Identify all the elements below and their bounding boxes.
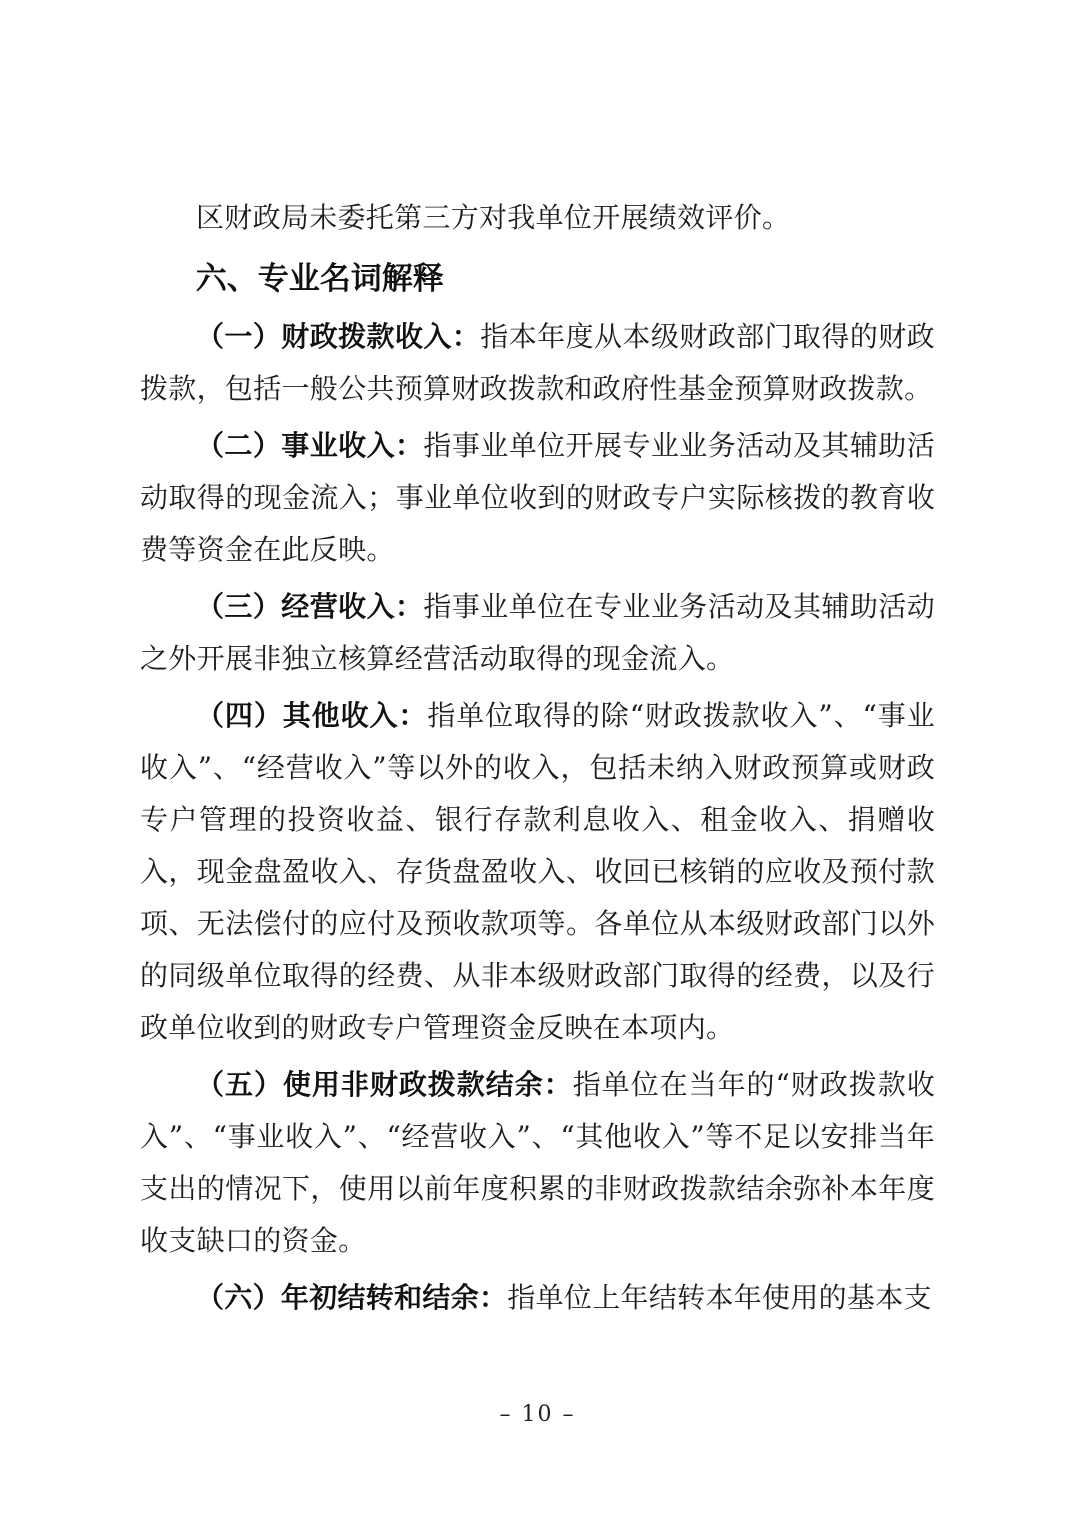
term-label-5: （五）使用非财政拨款结余： [196,1068,573,1101]
page-number: – 10 – [499,1402,576,1427]
term-paragraph-2 [140,420,935,576]
term-definition-1: 指本年度从本级财政部门取得的财政拨款，包括一般公共预算财政拨款和政府性基金预算财政拨款。 [140,320,935,405]
term-definition-3: 指事业单位在专业业务活动及其辅助活动之外开展非独立核算经营活动取得的现金流入。 [140,590,935,675]
intro-paragraph: 区财政局未委托第三方对我单位开展绩效评价。 [196,201,791,234]
term-paragraph-5 [140,1059,935,1267]
term-label-1: （一）财政拨款收入： [196,320,481,353]
term-paragraph-3 [140,581,935,685]
term-definition-5: 指单位在当年的“财政拨款收入”、“事业收入”、“经营收入”、“其他收入”等不足以安排当年支出的情况下，使用以前年度积累的非财政拨款结余弥补本年度收支缺口的资金。 [140,1068,936,1257]
term-definition-2: 指事业单位开展专业业务活动及其辅助活动取得的现金流入；事业单位收到的财政专户实际核拨的教育收费等资金在此反映。 [140,429,935,566]
term-label-3: （三）经营收入： [196,590,424,623]
term-definition-6: 指单位上年结转本年使用的基本支 [507,1281,932,1314]
term-paragraph-4 [140,690,935,1054]
term-paragraph-6 [140,1272,935,1324]
term-label-6: （六）年初结转和结余： [196,1281,508,1314]
term-definition-4: 指单位取得的除“财政拨款收入”、“事业收入”、“经营收入”等以外的收入，包括未纳入财政预算或财政专户管理的投资收益、银行存款利息收入、租金收入、捐赠收入，现金盘盈收入、存货盘盈收入、收回已核销的应收及预付款项、无法偿付的应付及预收款项等。各单位从本级财政部门以外的同级单位取得的经费、从非本级财政部门取得的经费，以及行政单位收到的财政专户管理资金反映在本项内。 [140,699,935,1044]
document-body [140,192,935,1324]
term-label-4: （四）其他收入： [196,699,428,732]
term-label-2: （二）事业收入： [196,429,424,462]
section-heading: 六、专业名词解释 [195,261,444,297]
term-paragraph-1 [140,311,935,415]
